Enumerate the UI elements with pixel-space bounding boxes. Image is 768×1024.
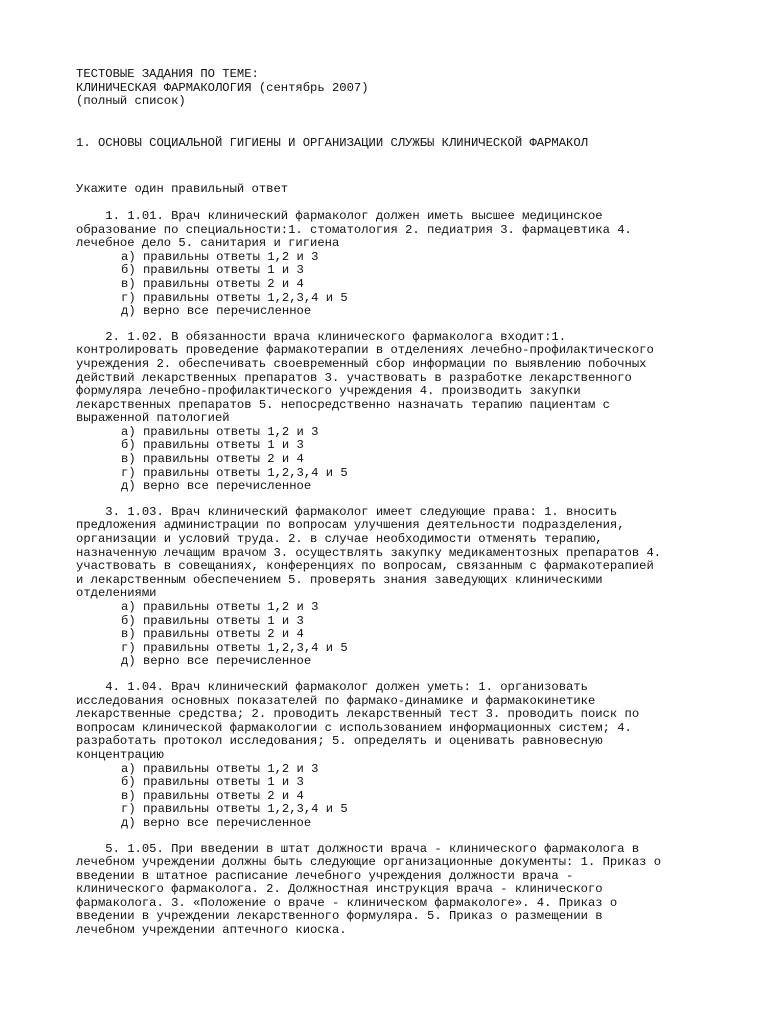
question-text-line: лечебном учреждении должны быть следующие организационные документы: 1. Приказ о	[76, 855, 662, 870]
answer-option: б) правильны ответы 1 и 3	[121, 613, 304, 628]
question-text-line: контролировать проведение фармакотерапии в отделениях лечебно-профилактического	[76, 343, 654, 358]
question-text-line: учреждения 2. обеспечивать своевременный сбор информации по выявлению побочных	[76, 356, 647, 371]
answer-option: а) правильны ответы 1,2 и 3	[121, 424, 319, 439]
question-text-line: лекарственных препаратов 5. непосредственно назначать терапию пациентам с	[76, 397, 610, 412]
question-text-line: лечебном учреждении аптечного киоска.	[76, 923, 347, 938]
answer-option: а) правильны ответы 1,2 и 3	[121, 600, 319, 614]
question-text-line: исследования основных показателей по фармако-динамике и фармакокинетике	[76, 693, 596, 708]
question-text-line: образование по специальности:1. стоматология 2. педиатрия 3. фармацевтика 4.	[76, 222, 632, 237]
question-text-line: действий лекарственных препаратов 3. участвовать в разработке лекарственного	[76, 370, 632, 385]
answer-option: д) верно все перечисленное	[121, 815, 312, 830]
question-text-line: выраженной патологией	[76, 411, 230, 426]
section-heading: 1. ОСНОВЫ СОЦИАЛЬНОЙ ГИГИЕНЫ И ОРГАНИЗАЦИИ СЛУЖБЫ КЛИНИЧЕСКОЙ ФАРМАКОЛ	[76, 135, 588, 150]
question-text-line: предложения администрации по вопросам улучшения деятельности подразделения,	[76, 518, 625, 533]
header-subject: КЛИНИЧЕСКАЯ ФАРМАКОЛОГИЯ (сентябрь 2007)	[76, 80, 369, 95]
question-item	[76, 843, 716, 938]
instruction-text: Укажите один правильный ответ	[76, 182, 289, 197]
answer-option: д) верно все перечисленное	[121, 654, 312, 669]
answer-option: д) верно все перечисленное	[121, 479, 312, 494]
question-text-line: 1. 1.01. Врач клинический фармаколог должен иметь высшее медицинское	[76, 208, 603, 223]
answer-option: б) правильны ответы 1 и 3	[121, 775, 304, 790]
question-text-line: назначенную лечащим врачом 3. осуществлять закупку медикаментозных препаратов 4.	[76, 545, 662, 560]
question-text-line: 3. 1.03. Врач клинический фармаколог имеет следующие права: 1. вносить	[76, 504, 618, 519]
question-text-line: 5. 1.05. При введении в штат должности врача - клинического фармаколога в	[76, 841, 640, 856]
question-text-line: отделениями	[76, 586, 157, 601]
question-list	[76, 210, 716, 938]
answer-option: в) правильны ответы 2 и 4	[121, 788, 304, 803]
question-text-line: 2. 1.02. В обязанности врача клинического фармаколога входит:1.	[76, 329, 567, 344]
answer-option: а) правильны ответы 1,2 и 3	[121, 761, 319, 776]
header-note: (полный список)	[76, 94, 186, 109]
answer-option: д) верно все перечисленное	[121, 304, 312, 319]
answer-options	[76, 426, 716, 494]
question-text-line: участвовать в совещаниях, конференциях по вопросам, связанным с фармакотерапией	[76, 559, 654, 574]
question-text-line: организации и условий труда. 2. в случае необходимости отменять терапию,	[76, 532, 603, 547]
answer-options	[76, 601, 716, 669]
question-item	[76, 506, 716, 669]
question-text-line: разработать протокол исследования; 5. определять и оценивать равновесную	[76, 734, 603, 749]
question-text-line: и лекарственным обеспечением 5. проверять знания заведующих клиническими	[76, 572, 603, 587]
answer-option: а) правильны ответы 1,2 и 3	[121, 249, 319, 264]
answer-option: г) правильны ответы 1,2,3,4 и 5	[121, 802, 348, 817]
answer-options	[76, 251, 716, 319]
question-text-line: введении в штатное расписание лечебного учреждения должности врача -	[76, 868, 574, 883]
answer-option: в) правильны ответы 2 и 4	[121, 276, 304, 291]
question-text-line: концентрацию	[76, 747, 164, 762]
answer-option: в) правильны ответы 2 и 4	[121, 452, 304, 467]
question-text-line: фармаколога. 3. «Положение о враче - клиническом фармакологе». 4. Приказ о	[76, 895, 618, 910]
question-text-line: клинического фармаколога. 2. Должностная инструкция врача - клинического	[76, 882, 603, 897]
answer-option: г) правильны ответы 1,2,3,4 и 5	[121, 290, 348, 305]
question-text-line: формуляра лечебно-профилактического учреждения 4. производить закупки	[76, 384, 581, 399]
question-text-line: лечебное дело 5. санитария и гигиена	[76, 236, 340, 251]
answer-option: б) правильны ответы 1 и 3	[121, 438, 304, 453]
question-text-line: введении в учреждении лекарственного формуляра. 5. Приказ о размещении в	[76, 909, 603, 924]
question-text-line: вопросам клинической фармакологии с использованием информационных систем; 4.	[76, 720, 632, 735]
answer-option: г) правильны ответы 1,2,3,4 и 5	[121, 465, 348, 480]
answer-option: в) правильны ответы 2 и 4	[121, 627, 304, 642]
answer-option: б) правильны ответы 1 и 3	[121, 263, 304, 278]
question-item	[76, 331, 716, 494]
header-title: ТЕСТОВЫЕ ЗАДАНИЯ ПО ТЕМЕ:	[76, 67, 259, 81]
answer-option: г) правильны ответы 1,2,3,4 и 5	[121, 640, 348, 655]
question-text-line: лекарственные средства; 2. проводить лекарственный тест 3. проводить поиск по	[76, 707, 640, 722]
document-header	[76, 68, 716, 109]
document-page	[76, 68, 716, 950]
question-item	[76, 681, 716, 831]
question-item	[76, 210, 716, 319]
answer-options	[76, 763, 716, 831]
question-text-line: 4. 1.04. Врач клинический фармаколог должен уметь: 1. организовать	[76, 679, 588, 694]
